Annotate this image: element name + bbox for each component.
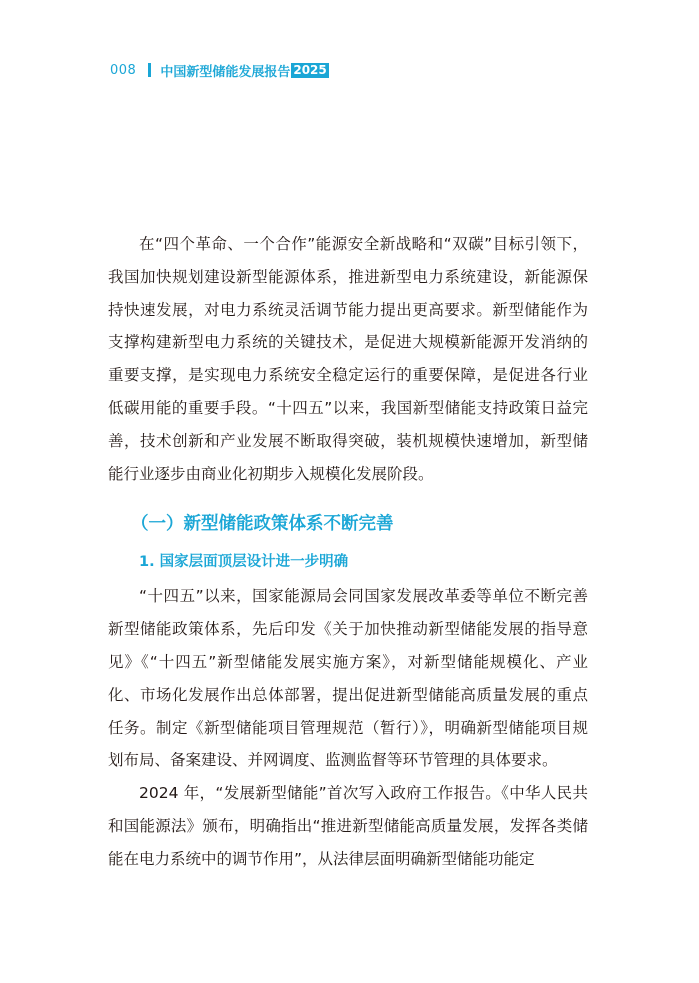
- section-heading: （一）新型储能政策体系不断完善: [131, 514, 394, 535]
- body-paragraph-2024: 2024 年，“发展新型储能”首次写入政府工作报告。《中华人民共和国能源法》颁布，明确指出“推进新型储能高质量发展，发挥各类储能在电力系统中的调节作用”，从法律层面明确新型储能功能定: [108, 784, 588, 868]
- page-body: [108, 228, 588, 876]
- header-separator: [148, 63, 151, 77]
- intro-paragraph: 在“四个革命、一个合作”能源安全新战略和“双碳”目标引领下，我国加快规划建设新型能源体系，推进新型电力系统建设，新能源保持快速发展，对电力系统灵活调节能力提出更高要求。新型储能作为支撑构建新型电力系统的关键技术，是促进大规模新能源开发消纳的重要支撑，是实现电力系统安全稳定运行的重要保障，是促进各行业低碳用能的重要手段。“十四五”以来，我国新型储能支持政策日益完善，技术创新和产业发展不断取得突破，装机规模快速增加，新型储能行业逐步由商业化初期步入规模化发展阶段。: [108, 235, 588, 483]
- page-number: 008: [110, 62, 137, 78]
- report-year-badge: 2025: [293, 62, 327, 77]
- page-header: [110, 60, 329, 80]
- body-paragraph-policy: “十四五”以来，国家能源局会同国家发展改革委等单位不断完善新型储能政策体系，先后印发《关于加快推动新型储能发展的指导意见》《“十四五”新型储能发展实施方案》，对新型储能规模化、产业化、市场化发展作出总体部署，提出促进新型储能高质量发展的重点任务。制定《新型储能项目管理规范（暂行）》，明确新型储能项目规划布局、备案建设、并网调度、监测监督等环节管理的具体要求。: [108, 587, 588, 770]
- report-title: 中国新型储能发展报告: [160, 64, 291, 80]
- subsection-heading: 1. 国家层面顶层设计进一步明确: [139, 554, 349, 571]
